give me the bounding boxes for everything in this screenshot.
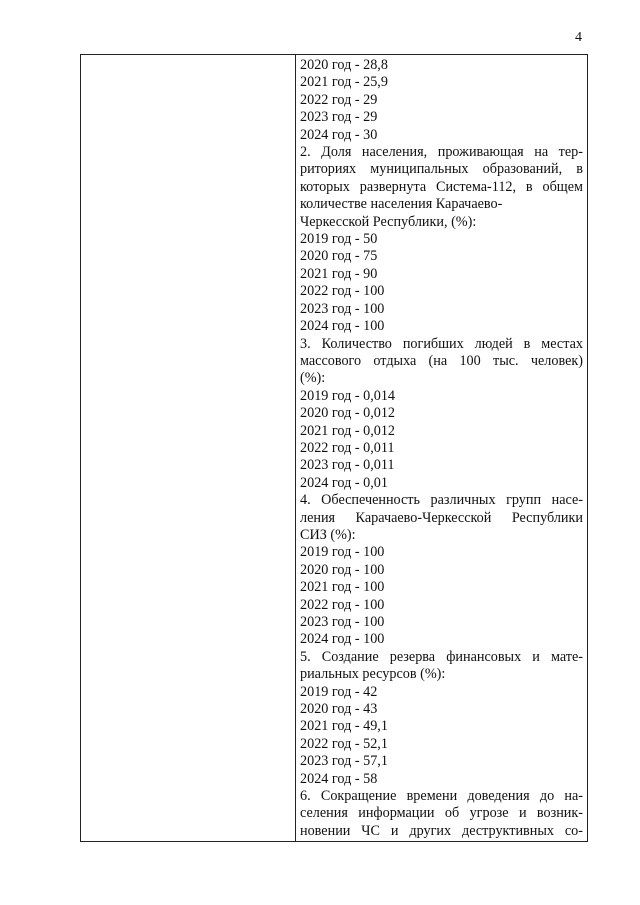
text-line: ления Карачаево-Черкесской Республики [300,509,583,526]
text-line: 2023 год - 29 [300,109,378,126]
text-line: 2022 год - 0,011 [300,439,395,456]
text-line: 2019 год - 0,014 [300,387,396,404]
text-line: 2021 год - 49,1 [300,718,388,735]
text-line: 2024 год - 100 [300,318,385,335]
text-line: которых развернута Система-112, в общем [300,178,583,195]
text-line: селения информации об угрозе и возник- [300,805,583,822]
text-line: 2023 год - 100 [300,300,385,317]
text-line: новении ЧС и других деструктивных со- [300,822,583,839]
text-line: 2024 год - 0,01 [300,474,388,491]
text-line: 2020 год - 0,012 [300,405,396,422]
text-line: 2022 год - 29 [300,91,378,108]
text-line: 5. Создание резерва финансовых и мате- [300,648,583,665]
text-line: риальных ресурсов (%): [300,666,446,683]
text-line: 2020 год - 100 [300,561,385,578]
text-line: 2. Доля населения, проживающая на тер- [300,144,583,161]
table-left-column [81,55,296,841]
text-line: 2020 год - 75 [300,248,378,265]
text-line: 2021 год - 90 [300,265,378,282]
text-line: 2021 год - 25,9 [300,74,388,91]
text-line: СИЗ (%): [300,526,356,543]
text-line: 2022 год - 52,1 [300,735,388,752]
text-line: 2019 год - 50 [300,231,378,248]
text-line: 2023 год - 100 [300,614,385,630]
text-line: риториях муниципальных образований, в [300,161,583,178]
text-line: 2020 год - 28,8 [300,57,388,73]
text-line: 2021 год - 0,012 [300,422,396,439]
text-line: 2023 год - 0,011 [300,457,395,474]
text-line: 2022 год - 100 [300,596,385,613]
page-number: 4 [575,30,582,45]
document-table [80,54,588,842]
text-line: 2021 год - 100 [300,579,385,596]
text-line: 2023 год - 57,1 [300,753,388,770]
text-line: 6. Сокращение времени доведения до на- [300,788,583,805]
text-line: 2024 год - 58 [300,770,378,787]
text-line: 2022 год - 100 [300,283,385,300]
text-line: 2019 год - 100 [300,544,385,561]
text-line: массового отдыха (на 100 тыс. человек) [300,352,583,369]
text-line: 2024 год - 30 [300,126,378,143]
text-line: Черкесской Республики, (%): [300,213,477,230]
text-line: (%): [300,370,326,387]
text-line: 2020 год - 43 [300,701,378,718]
text-line: 2019 год - 42 [300,683,378,700]
text-line: 2024 год - 100 [300,631,385,648]
text-line: 3. Количество погибших людей в местах [300,335,583,352]
table-right-column [300,57,583,840]
text-line: количестве населения Карачаево- [300,196,503,213]
text-line: 4. Обеспеченность различных групп насе- [300,492,583,509]
